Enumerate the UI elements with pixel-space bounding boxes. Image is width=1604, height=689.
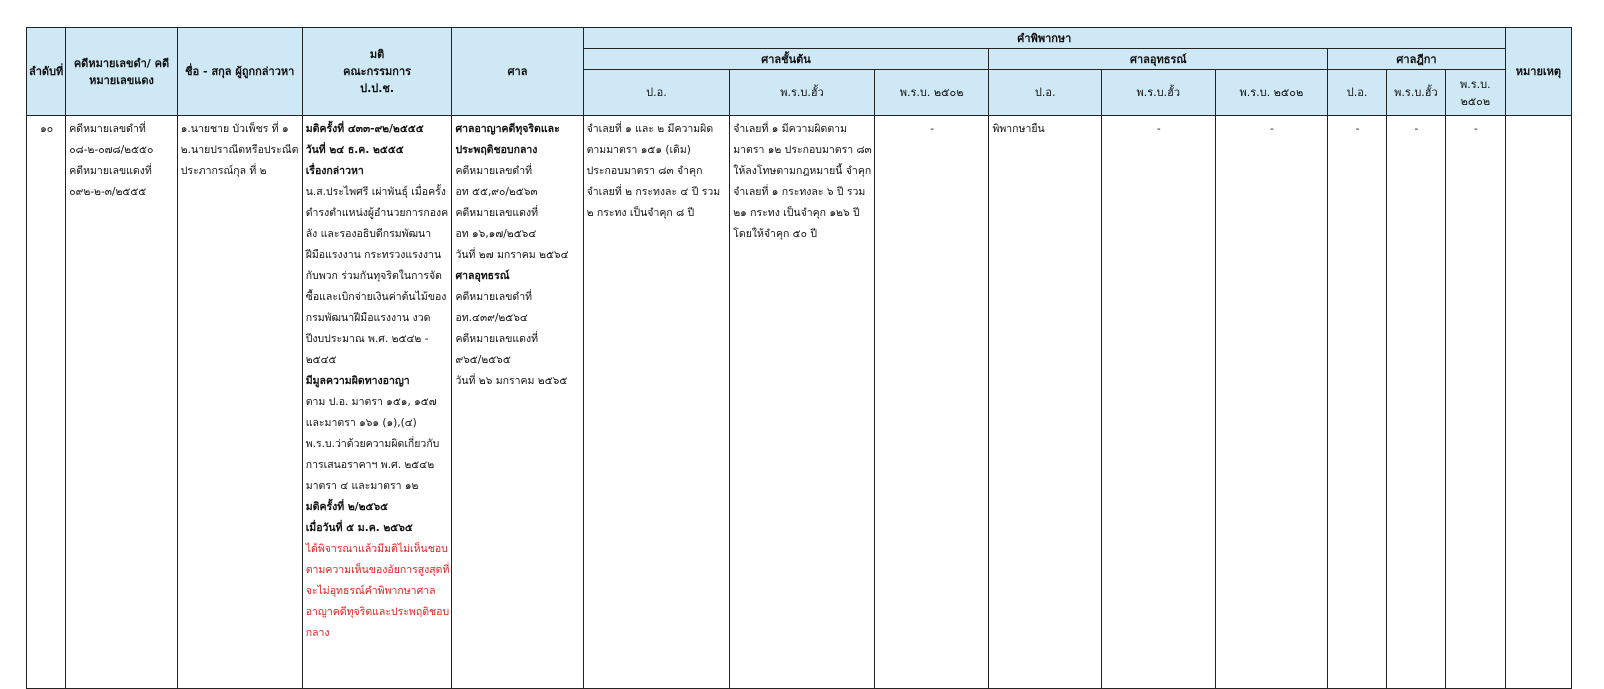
court-appeal-line: อท.๔๓๙/๒๕๖๔ — [455, 312, 528, 324]
header-court: ศาล — [452, 28, 583, 116]
cell-supreme-2502: - — [1445, 116, 1505, 689]
table-row — [27, 116, 1572, 689]
header-case-no: คดีหมายเลขดำ/ คดีหมายเลขแดง — [66, 28, 178, 116]
cell-resolution — [302, 116, 452, 689]
header-resolution-l3: ป.ป.ช. — [360, 82, 395, 95]
cell-supreme-bid: - — [1387, 116, 1446, 689]
header-resolution-l1: มติ — [369, 48, 385, 61]
header-supreme-bid: พ.ร.บ.ฮั้ว — [1387, 70, 1446, 116]
resolution-meeting-1: มติครั้งที่ ๔๓๓-๙๒/๒๕๕๕ — [305, 123, 424, 135]
resolution-finding-title: มีมูลความผิดทางอาญา — [305, 375, 410, 387]
header-supreme-2502-l2: ๒๕๐๒ — [1460, 94, 1491, 108]
header-first-bid: พ.ร.บ.ฮั้ว — [730, 70, 875, 116]
header-remark: หมายเหตุ — [1505, 28, 1571, 116]
header-court-supreme: ศาลฎีกา — [1328, 49, 1506, 70]
case-no-line: คดีหมายเลขดำที่ — [69, 123, 146, 135]
header-judgment: คำพิพากษา — [583, 28, 1505, 49]
cell-first-2502: - — [874, 116, 989, 689]
cell-order: ๑๐ — [27, 116, 66, 689]
cell-first-bid: จำเลยที่ ๑ มีความผิดตามมาตรา ๑๒ ประกอบมาตรา ๘๓ ให้ลงโทษตามกฎหมายนี้ จำคุกจำเลยที่ ๑ กระทงละ ๖ ปี รวม ๒๑ กระทง เป็นจำคุก ๑๒๖ ปี โดยให้จำคุก ๕๐ ปี — [730, 116, 875, 689]
resolution-subject: น.ส.ประไพศรี เผ่าพันธุ์ เมื่อครั้งดำรงตำแหน่งผู้อำนวยการกองคลัง และรองอธิบดีกรมพัฒนาฝีมือแรงงาน กระทรวงแรงงานกับพวก ร่วมกันทุจริตในการจัดซื้อและเบิกจ่ายเงินค่าต้นไม้ของกรมพัฒนาฝีมือแรงงาน งวดปีงบประมาณ พ.ศ. ๒๕๔๒ - ๒๕๔๕ — [305, 186, 449, 366]
resolution-finding: ตาม ป.อ. มาตรา ๑๕๑, ๑๕๗ และมาตรา ๑๖๑ (๑),(๔) พ.ร.บ.ว่าด้วยความผิดเกี่ยวกับการเสนอราคาฯ พ.ศ. ๒๕๔๒ มาตรา ๔ และมาตรา ๑๒ — [305, 396, 440, 492]
judgment-table — [26, 27, 1572, 689]
cell-court — [452, 116, 583, 689]
resolution-subject-title: เรื่องกล่าวหา — [305, 165, 364, 177]
resolution-date-2: เมื่อวันที่ ๕ ม.ค. ๒๕๖๕ — [305, 522, 413, 534]
resolution-meeting-2: มติครั้งที่ ๒/๒๕๖๕ — [305, 501, 389, 513]
case-no-line: คดีหมายเลขแดงที่ — [69, 165, 152, 177]
header-resolution — [302, 28, 452, 116]
court-first-line: อท ๕๕,๙๐/๒๕๖๓ — [455, 186, 538, 198]
header-name: ชื่อ - สกุล ผู้ถูกกล่าวหา — [177, 28, 302, 116]
header-appeal-2502: พ.ร.บ. ๒๕๐๒ — [1215, 70, 1328, 116]
cell-appeal-2502: - — [1215, 116, 1328, 689]
header-supreme-criminal: ป.อ. — [1328, 70, 1387, 116]
header-supreme-2502 — [1445, 70, 1505, 116]
cell-first-criminal: จำเลยที่ ๑ และ ๒ มีความผิดตามมาตรา ๑๕๑ (เดิม) ประกอบมาตรา ๘๓ จำคุกจำเลยที่ ๒ กระทงละ ๔ ปี รวม ๒ กระทง เป็นจำคุก ๘ ปี — [583, 116, 730, 689]
court-first-line: คดีหมายเลขดำที่ — [455, 165, 533, 177]
header-appeal-bid: พ.ร.บ.ฮั้ว — [1102, 70, 1216, 116]
cell-case-no — [66, 116, 178, 689]
cell-supreme-criminal: - — [1328, 116, 1387, 689]
header-appeal-criminal: ป.อ. — [989, 70, 1102, 116]
cell-appeal-bid: - — [1102, 116, 1216, 689]
header-resolution-l2: คณะกรรมการ — [343, 65, 412, 78]
court-appeal-line: วันที่ ๒๖ มกราคม ๒๕๖๕ — [455, 375, 568, 387]
case-no-line: ๐๙๒-๒-๓/๒๕๕๕ — [69, 186, 147, 198]
header-supreme-2502-l1: พ.ร.บ. — [1460, 77, 1491, 91]
court-first-line: คดีหมายเลขแดงที่ — [455, 207, 539, 219]
header-court-first: ศาลชั้นต้น — [583, 49, 989, 70]
resolution-date-1: วันที่ ๒๔ ธ.ค. ๒๕๕๕ — [305, 144, 404, 156]
cell-name — [177, 116, 302, 689]
case-no-line: ๐๘-๒-๐๗๘/๒๕๕๐ — [69, 144, 154, 156]
court-appeal-line: คดีหมายเลขดำที่ — [455, 291, 533, 303]
header-first-2502: พ.ร.บ. ๒๕๐๒ — [874, 70, 989, 116]
accused-names: ๑.นายชาย บัวเพ็ชร ที่ ๑ ๒.นายปราณีตหรือประณีต ประภากรณ์กุล ที่ ๒ — [180, 123, 299, 177]
court-first-title: ศาลอาญาคดีทุจริตและประพฤติชอบกลาง — [455, 123, 560, 156]
cell-remark — [1505, 116, 1571, 689]
cell-appeal-criminal: พิพากษายืน — [989, 116, 1102, 689]
court-appeal-line: คดีหมายเลขแดงที่ — [455, 333, 539, 345]
resolution-red-note: ได้พิจารณาแล้วมีมติไม่เห็นชอบตามความเห็นของอัยการสูงสุดที่จะไม่อุทธรณ์คำพิพากษาศาลอาญาคดีทุจริตและประพฤติชอบกลาง — [305, 543, 450, 639]
header-first-criminal: ป.อ. — [583, 70, 730, 116]
court-first-line: วันที่ ๒๗ มกราคม ๒๕๖๔ — [455, 249, 569, 261]
court-appeal-title: ศาลอุทธรณ์ — [455, 270, 510, 282]
header-court-appeal: ศาลอุทธรณ์ — [989, 49, 1328, 70]
court-first-line: อท ๑๖,๑๗/๒๕๖๔ — [455, 228, 537, 240]
header-order: ลำดับที่ — [27, 28, 66, 116]
court-appeal-line: ๙๖๕/๒๕๖๕ — [455, 354, 511, 366]
